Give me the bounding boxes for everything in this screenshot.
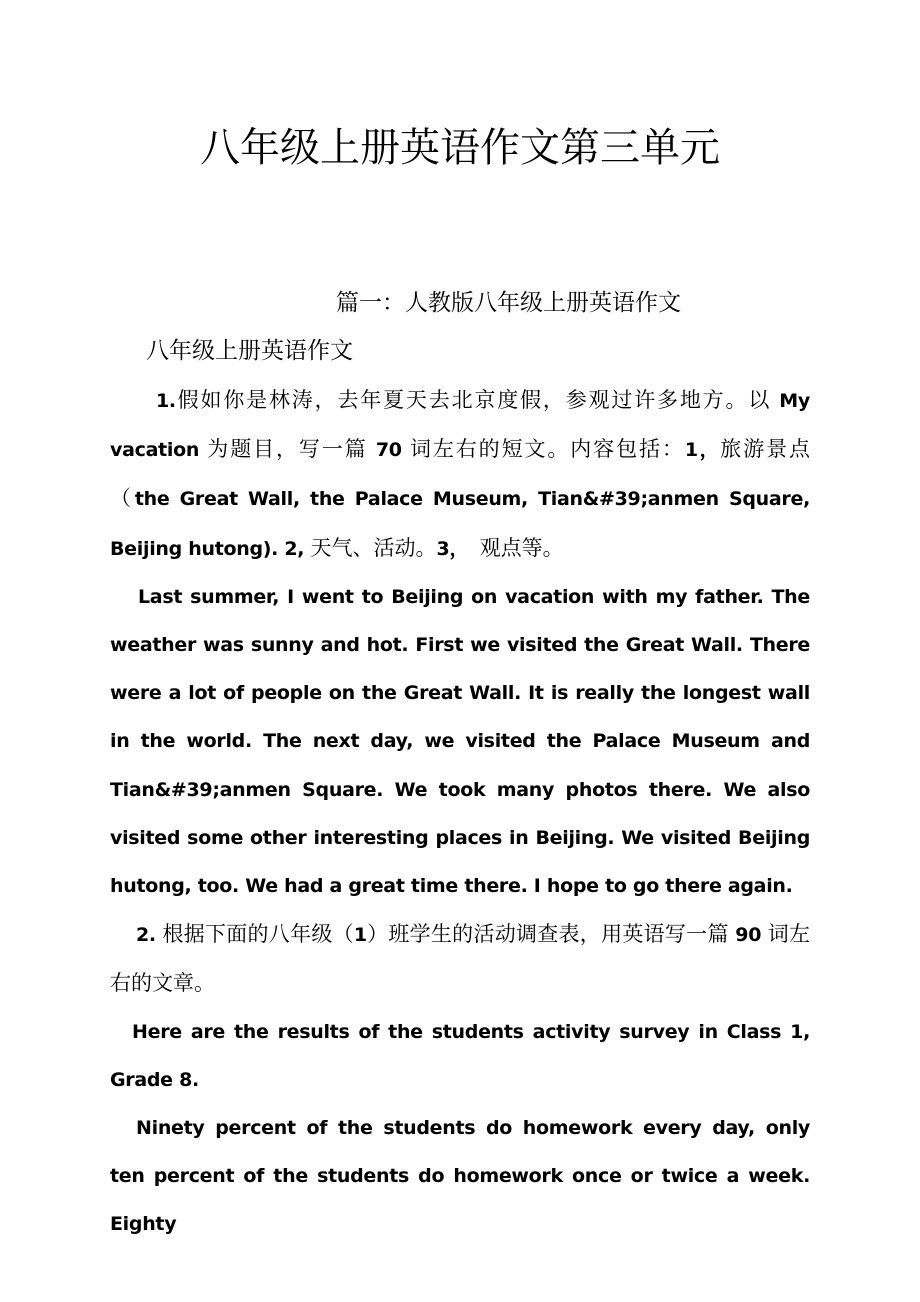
section-heading: 篇一：人教版八年级上册英语作文 [336,290,681,316]
task2-text-b: ）班学生的活动调查表，用英语写一篇 [366,922,729,947]
task2-text-c: 词左右的文章。 [110,922,811,996]
task1-text-b: 为题目，写一篇 [207,437,368,462]
task1-text-d: 旅游景点（ [110,437,811,511]
task1-paragraph [110,376,810,573]
essay2-intro-paragraph: Here are the results of the students activity survey in Class 1, Grade 8. [110,1020,810,1091]
essay1-paragraph: Last summer, I went to Beijing on vacation with my father. The weather was sunny and hot. First we visited the Great Wall. There were a lot of people on the Great Wall. It is really the longest wall in the world. The next day, we visited the Palace Museum and Tian&#39;anmen Square. We took many photos there. We also visited some other interesting places in Beijing. We visited Beijing hutong, too. We had a great time there. I hope to go there again. [110,585,810,898]
task1-places: the Great Wall, the Palace Museum, Tian&#39;anmen Square, Beijing hutong). 2, [110,488,811,560]
task1-topic: My vacation [110,390,810,462]
task1-number: 1. [156,390,176,412]
task1-item1-number: 1， [684,439,721,462]
task1-text-c: 词左右的短文。内容包括： [409,437,685,462]
task2-paragraph [110,910,810,1007]
subheading: 八年级上册英语作文 [146,338,353,364]
task2-text-a: 根据下面的八年级（ [162,922,354,947]
task2-number: 2. [136,924,163,947]
task1-text-e: 天气、活动。 [310,535,437,560]
task1-word-count: 70 [367,439,410,462]
task1-text-f: 观点等。 [458,535,564,560]
essay2-body-paragraph: Ninety percent of the students do homework every day, only ten percent of the students do homework once or twice a week. Eighty [110,1117,810,1236]
document-body [110,376,810,1249]
task1-text-a: 假如你是林涛，去年夏天去北京度假，参观过许多地方。以 [175,388,772,412]
task2-word-count: 90 [728,924,768,947]
task2-class-number: 1 [353,924,367,947]
task1-item3-number: 3， [436,537,459,560]
page-title: 八年级上册英语作文第三单元 [200,125,720,171]
